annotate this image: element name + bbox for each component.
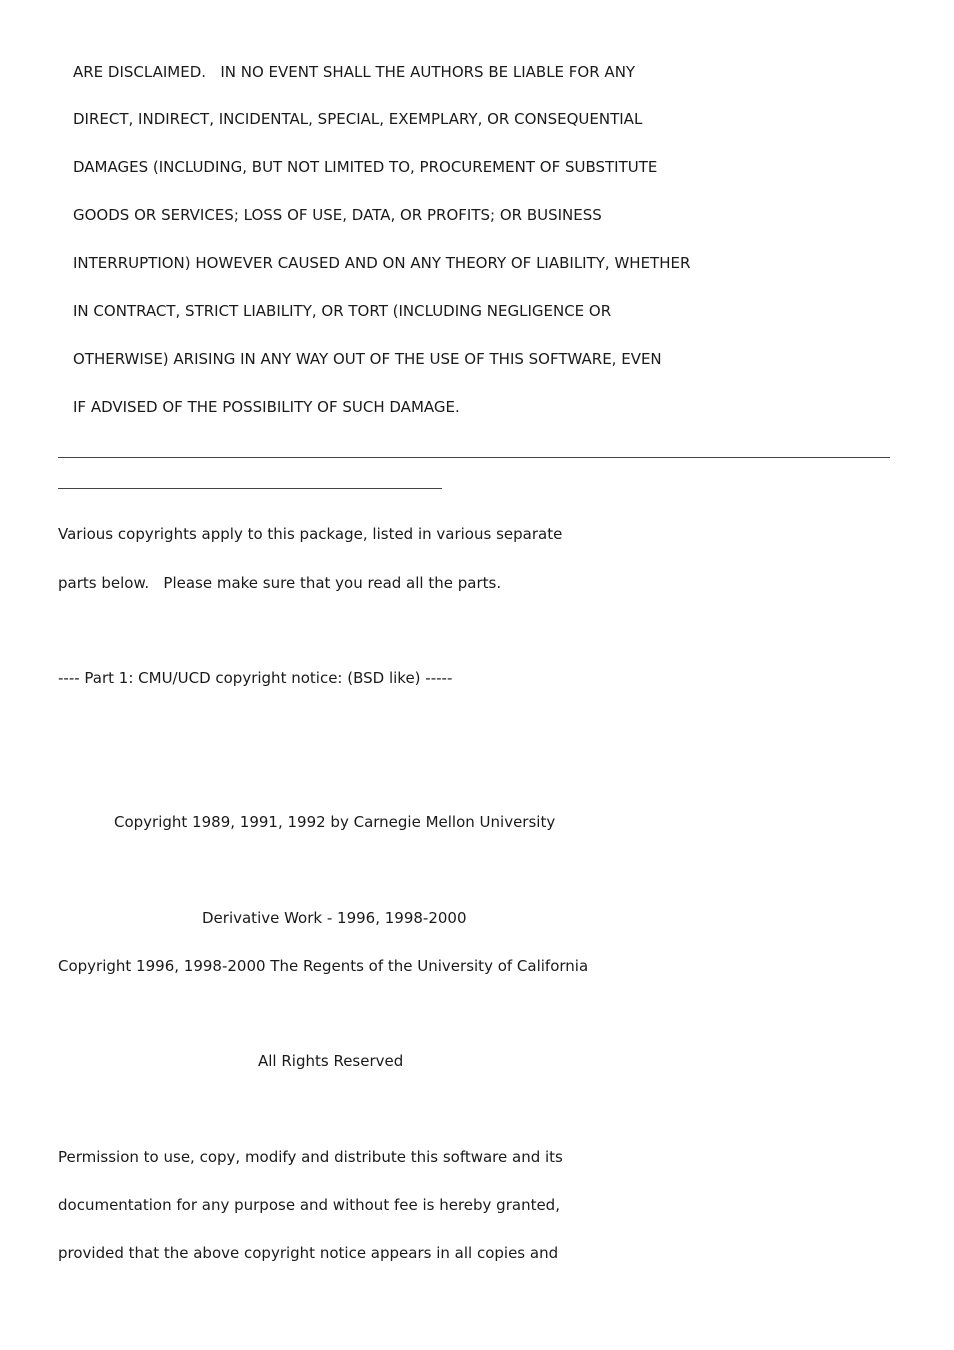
copyright-cmu: Copyright 1989, 1991, 1992 by Carnegie Mellon University — [114, 813, 556, 831]
permission-line: provided that the above copyright notice appears in all copies and — [58, 1244, 559, 1262]
disclaimer-line: INTERRUPTION) HOWEVER CAUSED AND ON ANY THEORY OF LIABILITY, WHETHER — [73, 254, 691, 272]
permission-line: Permission to use, copy, modify and distribute this software and its — [58, 1148, 563, 1166]
permission-line: documentation for any purpose and without fee is hereby granted, — [58, 1196, 560, 1214]
disclaimer-line: DAMAGES (INCLUDING, BUT NOT LIMITED TO, PROCUREMENT OF SUBSTITUTE — [73, 158, 658, 176]
intro-line: Various copyrights apply to this package, listed in various separate — [58, 525, 563, 543]
separator-rule-short — [58, 488, 442, 489]
rights-reserved: All Rights Reserved — [258, 1052, 404, 1070]
disclaimer-line: OTHERWISE) ARISING IN ANY WAY OUT OF THE USE OF THIS SOFTWARE, EVEN — [73, 350, 662, 368]
disclaimer-line: DIRECT, INDIRECT, INCIDENTAL, SPECIAL, EXEMPLARY, OR CONSEQUENTIAL — [73, 110, 643, 128]
separator-rule — [58, 457, 890, 458]
derivative-work: Derivative Work - 1996, 1998-2000 — [202, 909, 467, 927]
disclaimer-line: IN CONTRACT, STRICT LIABILITY, OR TORT (INCLUDING NEGLIGENCE OR — [73, 302, 612, 320]
intro-line: parts below. Please make sure that you read all the parts. — [58, 574, 502, 592]
disclaimer-line: ARE DISCLAIMED. IN NO EVENT SHALL THE AUTHORS BE LIABLE FOR ANY — [73, 63, 636, 81]
copyright-uc: Copyright 1996, 1998-2000 The Regents of the University of California — [58, 957, 589, 975]
disclaimer-line: IF ADVISED OF THE POSSIBILITY OF SUCH DAMAGE. — [73, 398, 460, 416]
part1-heading: ---- Part 1: CMU/UCD copyright notice: (BSD like) ----- — [58, 669, 453, 687]
disclaimer-line: GOODS OR SERVICES; LOSS OF USE, DATA, OR PROFITS; OR BUSINESS — [73, 206, 602, 224]
